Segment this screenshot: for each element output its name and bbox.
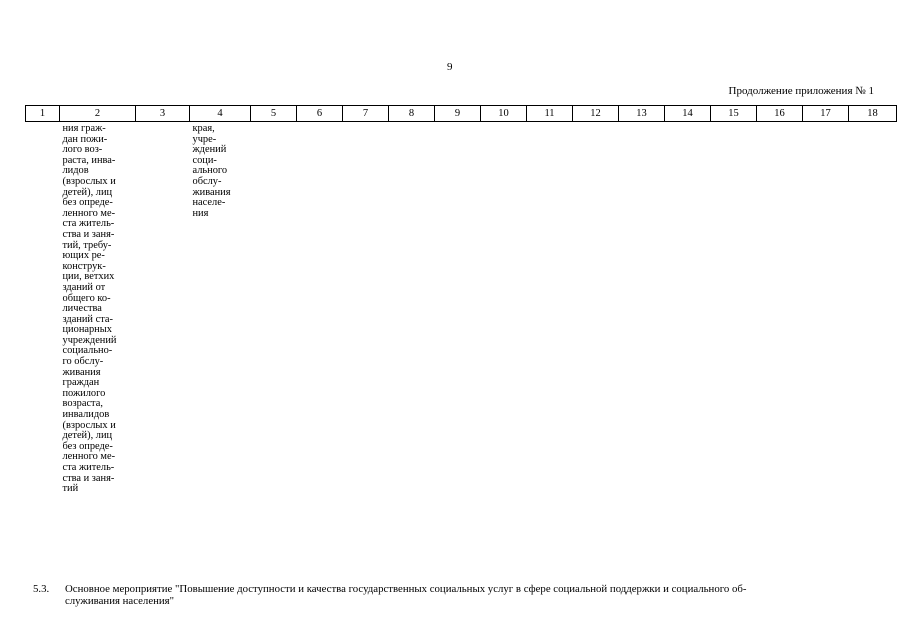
column-header-6: 6 xyxy=(297,106,343,122)
cell-line: личества xyxy=(62,303,102,315)
column-header-2: 2 xyxy=(60,106,136,122)
col-4-cell xyxy=(190,122,251,497)
page-number: 9 xyxy=(447,61,453,73)
cell-line: края, xyxy=(192,123,215,134)
table-row xyxy=(26,122,897,497)
appendix-table xyxy=(25,105,897,497)
cell-line: ста житель- xyxy=(62,218,115,230)
cell-line: соци- xyxy=(192,154,217,166)
item-number: 5.3. xyxy=(33,583,50,595)
cell-line: инвалидов xyxy=(62,409,110,421)
cell-line: лидов xyxy=(62,165,89,177)
column-header-16: 16 xyxy=(757,106,803,122)
cell-line: живания xyxy=(62,366,101,378)
cell-line: учре- xyxy=(192,133,217,145)
cell-line: учреждений xyxy=(62,334,117,346)
column-header-13: 13 xyxy=(619,106,665,122)
cell-line: ющих ре- xyxy=(62,250,105,262)
column-header-8: 8 xyxy=(389,106,435,122)
cell-line: ства и заня- xyxy=(62,472,115,484)
col-2-cell xyxy=(60,122,136,497)
item-text xyxy=(65,583,885,607)
column-header-14: 14 xyxy=(665,106,711,122)
column-header-10: 10 xyxy=(481,106,527,122)
cell-line: ционарных xyxy=(62,324,112,336)
cell-line: ста житель- xyxy=(62,462,115,473)
continuation-label: Продолжение приложения № 1 xyxy=(728,85,874,97)
column-header-12: 12 xyxy=(573,106,619,122)
cell-line: граждан xyxy=(62,377,100,389)
cell-line: обслу- xyxy=(192,175,222,187)
cell-line: ния xyxy=(192,207,209,219)
cell-line: ального xyxy=(192,165,228,177)
cell-line: населе- xyxy=(192,197,226,209)
cell-line: детей), лиц xyxy=(62,430,113,442)
cell-line: раста, инва- xyxy=(62,154,116,166)
cell-line: живания xyxy=(192,186,231,198)
cell-line: лого воз- xyxy=(62,144,103,156)
col-1-cell xyxy=(26,122,60,497)
cell-line: ждений xyxy=(192,144,227,156)
cell-line: пожилого xyxy=(62,387,106,399)
cell-line: общего ко- xyxy=(62,292,111,304)
column-header-11: 11 xyxy=(527,106,573,122)
col-3-cell xyxy=(136,122,190,497)
cell-line: зданий от xyxy=(62,281,106,293)
cell-line: (взрослых и xyxy=(62,419,116,431)
cell-line: тий xyxy=(62,483,79,495)
header-row xyxy=(26,106,897,122)
column-header-4: 4 xyxy=(190,106,251,122)
cell-line: тий, требу- xyxy=(62,239,112,251)
item-text-line-1: Основное мероприятие "Повышение доступности и качества государственных социальных услуг в сфере социальной поддержки и социального об- xyxy=(65,583,747,595)
cell-line: детей), лиц xyxy=(62,186,113,198)
column-header-7: 7 xyxy=(343,106,389,122)
item-text-line-2: служивания населения" xyxy=(65,595,175,607)
cell-line: дан пожи- xyxy=(62,133,108,145)
column-header-1: 1 xyxy=(26,106,60,122)
cell-line: без опреде- xyxy=(62,440,113,452)
cell-line: (взрослых и xyxy=(62,175,116,187)
cell-line: возраста, xyxy=(62,398,103,410)
cell-line: ния граж- xyxy=(62,123,106,134)
cell-line: ции, ветхих xyxy=(62,271,115,283)
column-header-5: 5 xyxy=(251,106,297,122)
column-header-15: 15 xyxy=(711,106,757,122)
cell-line: ства и заня- xyxy=(62,228,115,240)
column-header-17: 17 xyxy=(803,106,849,122)
cell-line: ленного ме- xyxy=(62,451,116,463)
cell-line: социально- xyxy=(62,345,113,357)
cell-line: конструк- xyxy=(62,260,106,272)
cell-line: зданий ста- xyxy=(62,313,113,325)
cell-line: без опреде- xyxy=(62,197,113,209)
cell-line: ленного ме- xyxy=(62,207,116,219)
cell-line: го обслу- xyxy=(62,356,104,368)
column-header-3: 3 xyxy=(136,106,190,122)
column-header-9: 9 xyxy=(435,106,481,122)
column-header-18: 18 xyxy=(849,106,897,122)
